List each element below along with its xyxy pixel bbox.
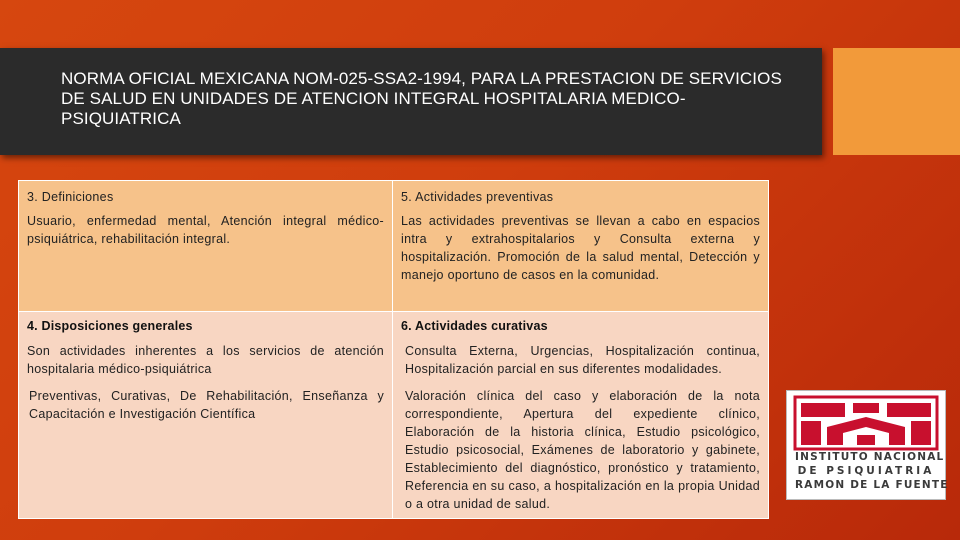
definitions-header: 3. Definiciones	[19, 181, 392, 209]
institute-logo	[786, 390, 949, 500]
general-provisions-text: Son actividades inherentes a los servicios de atención hospitalaria médico-psiquiátrica	[19, 339, 392, 383]
row-divider	[19, 311, 768, 312]
accent-box	[833, 48, 960, 155]
title-band	[0, 48, 822, 155]
institute-emblem-icon	[787, 391, 945, 453]
curative-header: 6. Actividades curativas	[393, 312, 768, 339]
curative-text: Consulta Externa, Urgencias, Hospitalización continua, Hospitalización parcial en sus diferentes modalidades.	[393, 339, 768, 383]
clinical-activities-text: Valoración clínica del caso y elaboración de la nota correspondiente, Apertura del expediente clínico, Elaboración de la historia clínica, Estudio psicológico, Estudio psicosocial, Exámenes de laboratorio y gabinete, Establecimiento del diagnóstico, pronóstico y tratamiento, Referencia en su caso, a hospitalización en la propia Unidad o a otra unidad de salud.	[393, 383, 768, 518]
definitions-text: Usuario, enfermedad mental, Atención integral médico-psiquiátrica, rehabilitación integral.	[19, 209, 392, 311]
general-provisions-header: 4. Disposiciones generales	[19, 312, 392, 339]
preventive-header: 5. Actividades preventivas	[393, 181, 768, 209]
activities-list-text: Preventivas, Curativas, De Rehabilitación, Enseñanza y Capacitación e Investigación Científica	[19, 383, 392, 518]
content-table	[19, 181, 768, 518]
preventive-text: Las actividades preventivas se llevan a cabo en espacios intra y extrahospitalarios y Consulta externa y hospitalización. Promoción de la salud mental, Detección y manejo oportuno de casos en la comunidad.	[393, 209, 768, 311]
column-divider	[392, 181, 393, 518]
logo-line-1: INSTITUTO NACIONAL	[795, 451, 945, 463]
slide-title: NORMA OFICIAL MEXICANA NOM-025-SSA2-1994, PARA LA PRESTACION DE SERVICIOS DE SALUD EN UNIDADES DE ATENCION INTEGRAL HOSPITALARIA MEDICO-PSIQUIATRICA	[61, 69, 782, 128]
logo-line-3: RAMON DE LA FUENTE	[795, 479, 949, 491]
logo-line-2: DE PSIQUIATRIA	[797, 465, 935, 477]
